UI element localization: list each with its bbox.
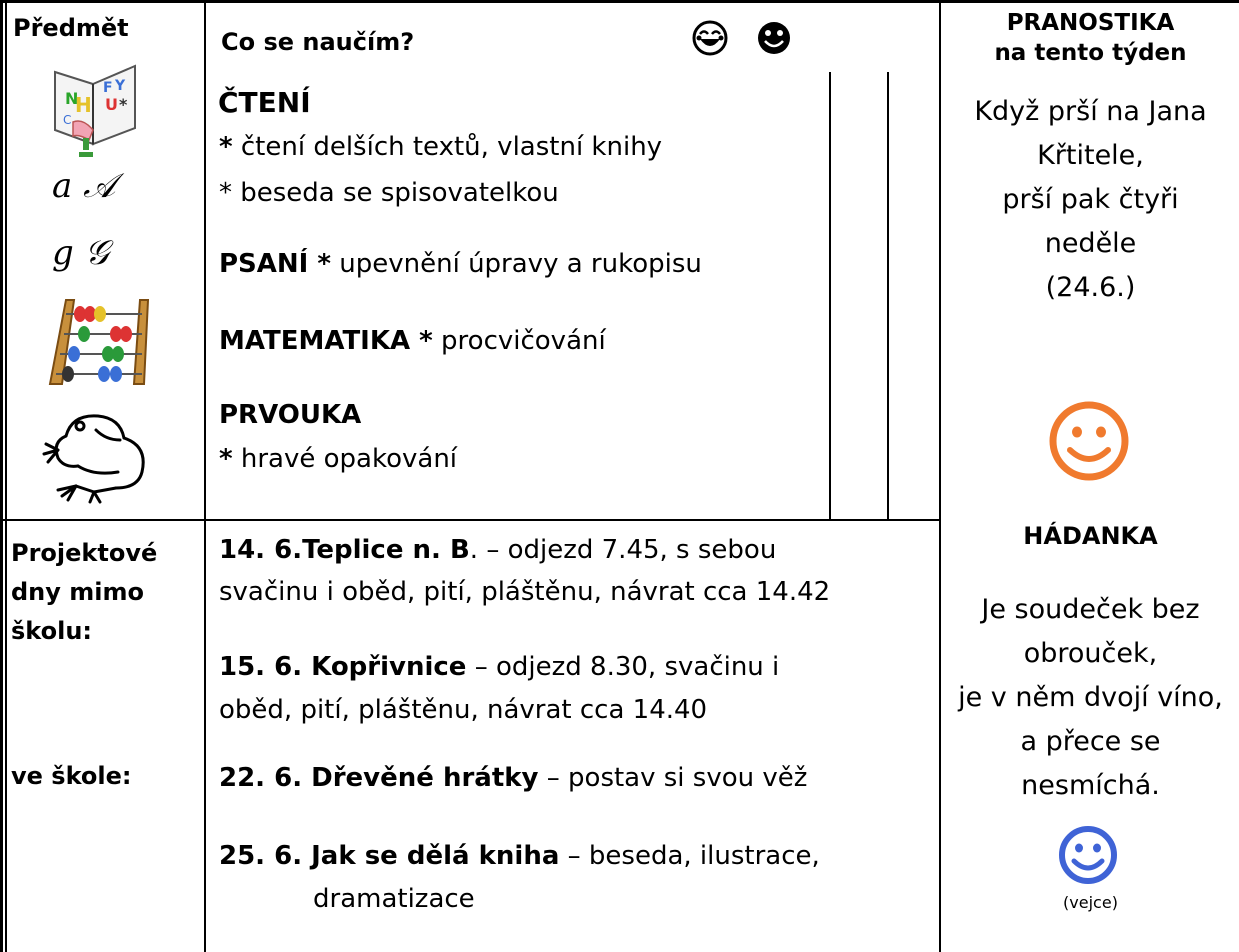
pranostika-line-4: neděle (1044, 228, 1137, 259)
orange-smiley-icon (1048, 400, 1130, 486)
divider-mini-1 (829, 72, 831, 520)
pranostika-title-line-2: na tento týden (994, 40, 1187, 66)
project-1 (219, 535, 776, 565)
project-2-date-place: 15. 6. Kopřivnice (219, 652, 467, 682)
project-4-details: – beseda, ilustrace, (559, 841, 820, 871)
svg-text:C: C (63, 113, 72, 127)
hadanka-text (942, 588, 1239, 808)
cursive-letters-a: a 𝒜 (52, 166, 116, 206)
pranostika-line-1: Když prší na Jana (974, 96, 1207, 127)
svg-text:N: N (65, 89, 79, 108)
svg-text:Y: Y (115, 78, 126, 94)
cursive-letters-g: g 𝒢 (52, 233, 109, 273)
bullet-star: * (219, 132, 233, 162)
project-4-line-2: dramatizace (313, 884, 475, 914)
lesson-psani-text: upevnění úpravy a rukopisu (339, 249, 702, 279)
lesson-matematika (219, 326, 606, 356)
lesson-psani (219, 249, 702, 279)
pranostika-line-2: Křtitele, (1037, 140, 1144, 171)
svg-text:*: * (119, 95, 128, 114)
svg-text:U: U (105, 95, 118, 114)
book-icon (45, 52, 145, 164)
hadanka-answer: (vejce) (1063, 893, 1118, 912)
projects-label-line-2: dny mimo (11, 578, 144, 606)
lesson-cteni-item-1 (219, 132, 662, 162)
divider-col2 (939, 0, 941, 952)
project-3 (219, 763, 807, 793)
project-2 (219, 652, 779, 682)
divider-mini-2 (887, 72, 889, 520)
lesson-cteni-item-1-text: čtení delších textů, vlastní knihy (240, 132, 663, 162)
lesson-prvouka-item (219, 444, 457, 474)
project-3-date-place: 22. 6. Dřevěné hrátky (219, 763, 539, 793)
project-2-details: – odjezd 8.30, svačinu i (466, 652, 780, 682)
lesson-psani-title: PSANÍ * (219, 249, 331, 279)
hadanka-line-5: nesmíchá. (1021, 770, 1160, 801)
pranostika-title (942, 8, 1239, 68)
hadanka-line-3: je v něm dvojí víno, (958, 682, 1223, 713)
lesson-cteni-item-2: * beseda se spisovatelkou (219, 178, 559, 208)
project-1-details: . – odjezd 7.45, s sebou (469, 535, 777, 565)
lesson-cteni-title: ČTENÍ (218, 86, 311, 119)
border-top (0, 0, 1239, 3)
pranostika-text (942, 90, 1239, 310)
lesson-prvouka-title: PRVOUKA (219, 400, 362, 430)
lesson-matematika-title: MATEMATIKA * (219, 326, 433, 356)
learn-column-header: Co se naučím? (221, 28, 415, 56)
project-4-date-place: 25. 6. Jak se dělá kniha (219, 841, 560, 871)
border-left-outer (0, 0, 3, 952)
border-left-inner (5, 0, 7, 952)
project-1-date-place: 14. 6.Teplice n. B (219, 535, 470, 565)
subject-column-header: Předmět (13, 14, 129, 42)
frog-icon (42, 400, 154, 508)
project-2-line-2: oběd, pití, pláštěnu, návrat cca 14.40 (219, 695, 708, 725)
lesson-prvouka-text: hravé opakování (240, 444, 458, 474)
blue-smiley-icon (1058, 825, 1118, 889)
laughing-face-icon (692, 20, 728, 60)
projects-label-line-3: školu: (11, 617, 92, 645)
hadanka-line-2: obrouček, (1023, 638, 1158, 669)
project-1-line-2: svačinu i oběd, pití, pláštěnu, návrat cca 14.42 (219, 577, 831, 607)
pranostika-line-3: prší pak čtyři (1002, 184, 1179, 215)
pranostika-line-5: (24.6.) (1045, 272, 1136, 303)
projects-label-line-1: Projektové (11, 539, 158, 567)
divider-row (0, 519, 941, 521)
divider-col1 (204, 0, 206, 952)
hadanka-line-1: Je soudeček bez (981, 594, 1200, 625)
pranostika-title-line-1: PRANOSTIKA (1006, 10, 1175, 36)
projects-label-school: ve škole: (11, 762, 132, 790)
hadanka-line-4: a přece se (1020, 726, 1161, 757)
hadanka-title: HÁDANKA (1023, 522, 1158, 550)
project-3-details: – postav si svou věž (538, 763, 808, 793)
project-4 (219, 841, 820, 871)
smiley-face-icon (756, 20, 792, 60)
abacus-icon (44, 292, 162, 392)
bullet-star: * (219, 444, 233, 474)
svg-text:H: H (75, 93, 92, 117)
svg-text:F: F (103, 80, 113, 96)
lesson-matematika-text: procvičování (441, 326, 606, 356)
